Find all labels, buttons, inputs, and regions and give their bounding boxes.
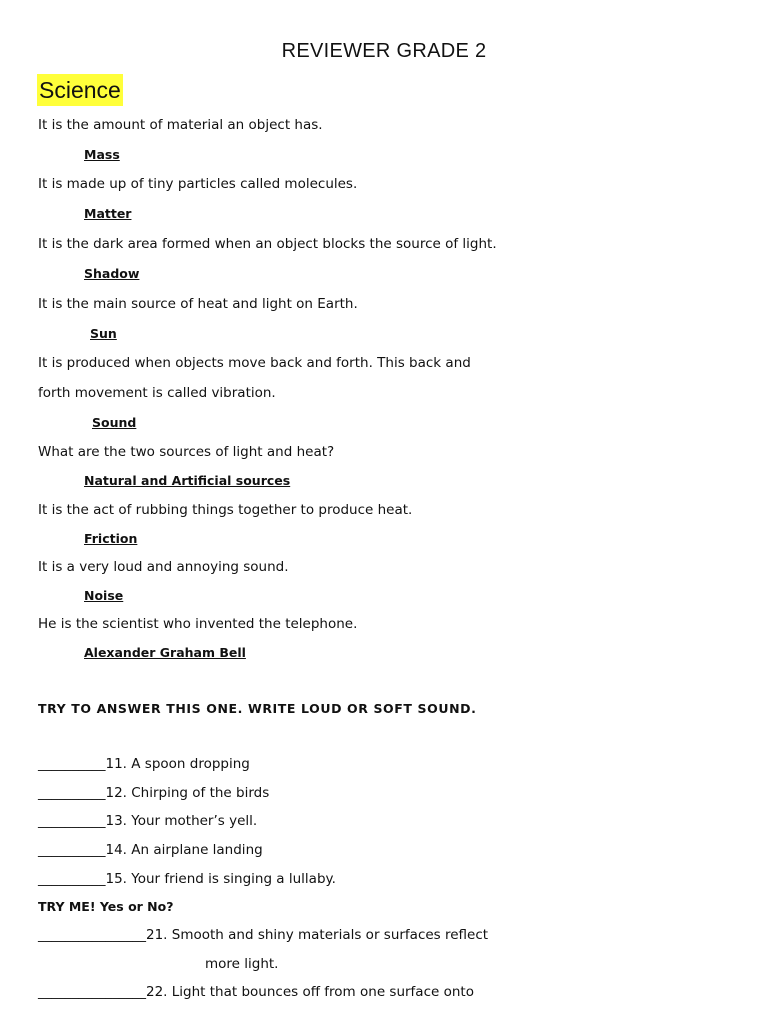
- exercise-item-15: __________15. Your friend is singing a lullaby.: [38, 871, 336, 887]
- question-5: It is produced when objects move back and forth. This back and: [38, 355, 471, 371]
- question-3: It is the dark area formed when an object blocks the source of light.: [38, 236, 497, 252]
- exercise-item-11: __________11. A spoon dropping: [38, 756, 250, 772]
- question-2: It is made up of tiny particles called molecules.: [38, 176, 358, 192]
- question-8: It is a very loud and annoying sound.: [38, 559, 289, 575]
- exercise-item-13: __________13. Your mother’s yell.: [38, 813, 258, 829]
- question-9: He is the scientist who invented the telephone.: [38, 616, 358, 632]
- exercise-item-12: __________12. Chirping of the birds: [38, 785, 270, 801]
- exercise-title: TRY TO ANSWER THIS ONE. WRITE LOUD OR SOFT SOUND.: [38, 701, 477, 716]
- answer-9: Alexander Graham Bell: [84, 645, 246, 660]
- answer-6: Natural and Artificial sources: [84, 473, 291, 488]
- answer-5: Sound: [92, 415, 137, 430]
- answer-2: Matter: [84, 206, 132, 221]
- answer-4: Sun: [90, 326, 117, 341]
- yes-no-item-22: ________________22. Light that bounces off from one surface onto: [38, 984, 474, 1000]
- page-title: REVIEWER GRADE 2: [281, 40, 487, 62]
- section-heading: Science: [37, 74, 123, 106]
- answer-8: Noise: [84, 588, 124, 603]
- question-4: It is the main source of heat and light on Earth.: [38, 296, 358, 312]
- question-1: It is the amount of material an object has.: [38, 117, 323, 133]
- answer-3: Shadow: [84, 266, 140, 281]
- yes-no-item-21: ________________21. Smooth and shiny materials or surfaces reflect: [38, 927, 489, 943]
- answer-1: Mass: [84, 147, 120, 162]
- question-7: It is the act of rubbing things together to produce heat.: [38, 502, 413, 518]
- exercise-item-14: __________14. An airplane landing: [38, 842, 263, 858]
- answer-7: Friction: [84, 531, 138, 546]
- yes-no-title: TRY ME! Yes or No?: [38, 899, 174, 914]
- yes-no-item-21-continued: more light.: [205, 956, 279, 972]
- question-5-continued: forth movement is called vibration.: [38, 385, 276, 401]
- question-6: What are the two sources of light and heat?: [38, 444, 335, 460]
